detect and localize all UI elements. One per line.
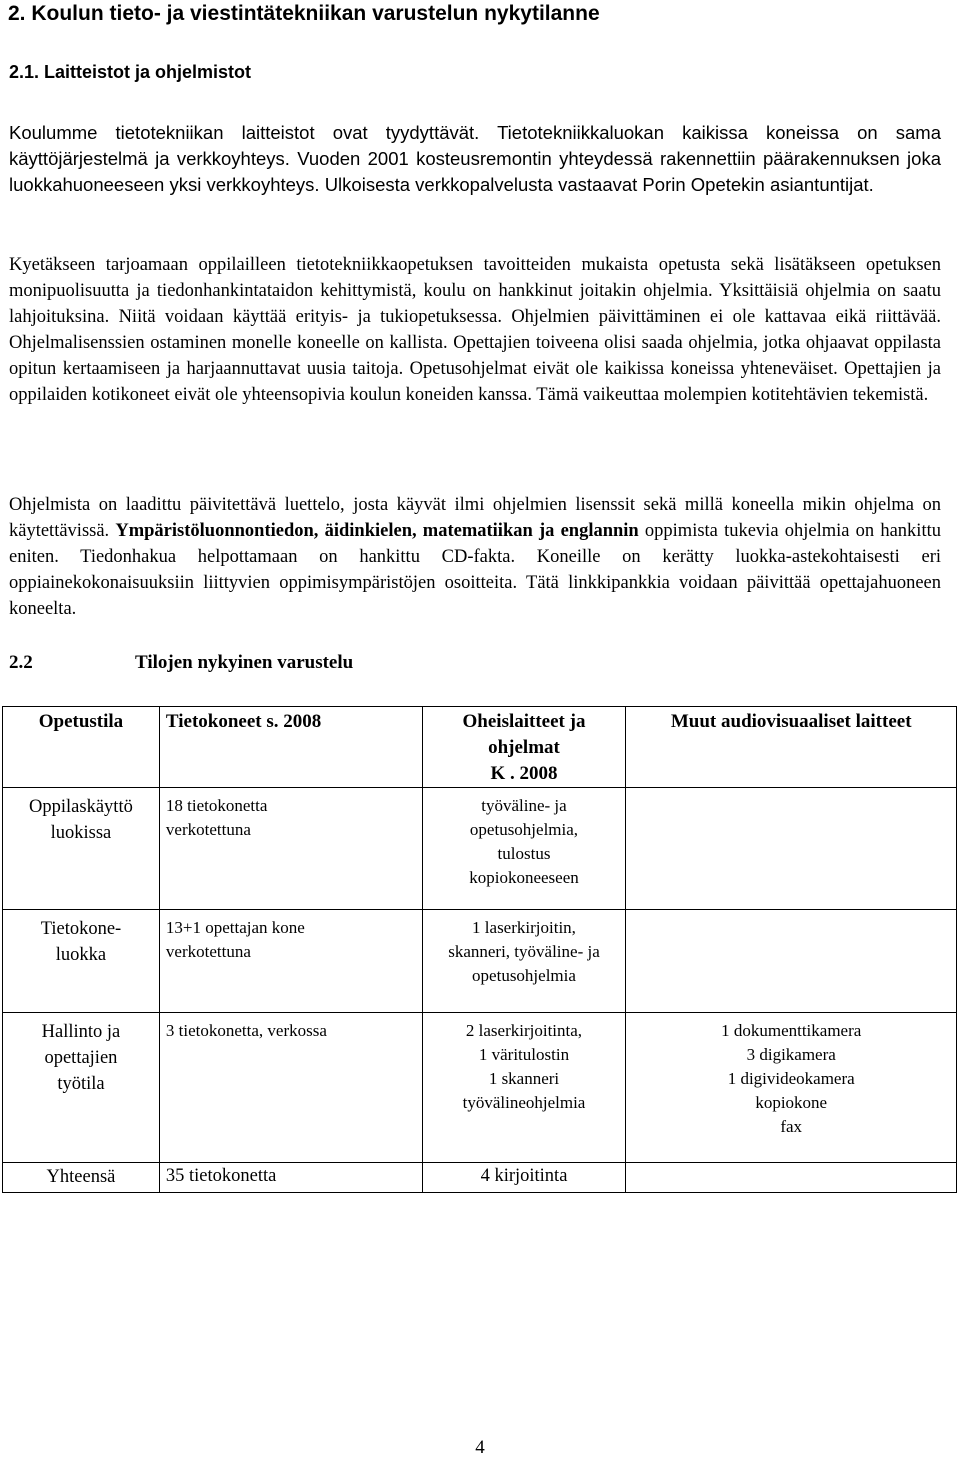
cell-peripherals xyxy=(422,788,626,910)
table-row xyxy=(3,788,957,910)
cell-line: 3 tietokonetta, verkossa xyxy=(165,1021,327,1040)
cell-computers xyxy=(159,788,422,910)
cell-line: työtila xyxy=(57,1074,105,1094)
section-number: 2.2 xyxy=(9,652,33,673)
cell-line: 35 tietokonetta xyxy=(165,1166,277,1186)
cell-line: 2 laserkirjoitinta, xyxy=(465,1021,583,1040)
equipment-table xyxy=(2,706,957,1193)
header-line: ohjelmat xyxy=(488,737,560,758)
cell-line: 1 skanneri xyxy=(488,1069,560,1088)
paragraph-text: Ohjelmista on laadittu päivitettävä luettelo, josta käyvät ilmi ohjelmien lisenssit sekä millä koneella mikin ohjelma on käytettävissä. xyxy=(9,495,941,541)
header-opetustila: Opetustila xyxy=(3,707,160,788)
cell-peripherals xyxy=(422,910,626,1013)
cell-line: Oppilaskäyttö xyxy=(29,797,133,817)
cell-line: 1 väritulostin xyxy=(478,1045,570,1064)
cell-line: työväline- ja xyxy=(481,796,567,815)
cell-line: 1 dokumenttikamera xyxy=(721,1021,862,1040)
cell-av xyxy=(626,788,957,910)
cell-line: 1 laserkirjoitin, xyxy=(472,918,576,937)
cell-av xyxy=(626,1013,957,1163)
cell-computers xyxy=(159,1163,422,1193)
cell-line: luokissa xyxy=(50,823,112,843)
cell-line: skanneri, työväline- ja xyxy=(448,942,600,961)
cell-peripherals xyxy=(422,1163,626,1193)
header-line: Oheislaitteet ja xyxy=(462,711,586,732)
page-number: 4 xyxy=(475,1437,485,1458)
cell-line: kopiokoneeseen xyxy=(469,868,579,887)
cell-line: kopiokone xyxy=(755,1093,828,1112)
cell-line: Tietokone- xyxy=(40,919,122,939)
cell-line: opetusohjelmia, xyxy=(469,820,579,839)
cell-line: 13+1 opettajan kone xyxy=(165,918,305,937)
cell-av xyxy=(626,910,957,1013)
cell-peripherals xyxy=(422,1013,626,1163)
paragraph-program-list xyxy=(9,492,941,622)
cell-line: 18 tietokonetta xyxy=(165,796,268,815)
header-oheislaitteet xyxy=(422,707,626,788)
paragraph-software: Kyetäkseen tarjoamaan oppilailleen tietotekniikkaopetuksen tavoitteiden mukaista opetusta sekä lisätäkseen opetuksen monipuolisuutta ja tiedonhankintataidon kehittymistä, koulu on hankkinut joitakin ohjelmia. Yksittäisiä ohjelmia on saatu lahjoituksina. Niitä voidaan käyttää erityis- ja tukiopetuksessa. Ohjelmien päivittäminen ei ole kattavaa eikä riittävää. Ohjelmalisenssien ostaminen monelle koneelle on kallista. Opettajien toiveena olisi saada ohjelmia, jotka ohjaavat oppilasta opitun kertaamiseen ja harjaannuttavat uusia taitoja. Opetusohjelmat eivät ole kaikissa koneissa yhteneväiset. Opettajien ja oppilaiden kotikoneet eivät ole yhteensopivia koulun koneiden kanssa. Tämä vaikeuttaa molempien kotitehtävien tekemistä. xyxy=(9,255,941,405)
cell-line: verkotettuna xyxy=(165,820,251,839)
paragraph-bold-subjects: Ympäristöluonnontiedon, äidinkielen, matematiikan ja englannin xyxy=(115,521,639,541)
header-tietokoneet: Tietokoneet s. 2008 xyxy=(159,707,422,788)
table-header-row xyxy=(3,707,957,788)
cell-space xyxy=(3,1013,160,1163)
page-heading: 2. Koulun tieto- ja viestintätekniikan varustelun nykytilanne xyxy=(8,2,600,25)
table-row-total xyxy=(3,1163,957,1193)
cell-space xyxy=(3,910,160,1013)
cell-line: luokka xyxy=(55,945,107,965)
cell-computers xyxy=(159,910,422,1013)
section-heading-2-2 xyxy=(9,652,353,674)
cell-line: 1 digivideokamera xyxy=(727,1069,855,1088)
header-muut-laitteet: Muut audiovisuaaliset laitteet xyxy=(626,707,957,788)
cell-line: opettajien xyxy=(44,1048,118,1068)
cell-space xyxy=(3,788,160,910)
cell-line: 4 kirjoitinta xyxy=(480,1166,568,1186)
cell-space xyxy=(3,1163,160,1193)
cell-computers xyxy=(159,1013,422,1163)
paragraph-text: oppimista tukevia ohjelmia on hankittu eniten. Tiedonhakua helpottamaan on hankittu CD-fakta. Koneille on kerätty luokka-astekohtaisesti eri oppiainekokonaisuuksiin liittyvien oppimisympäristöjen osoitteita. Tätä linkkipankkia voidaan päivittää opettajahuoneen koneelta. xyxy=(9,521,941,619)
cell-av xyxy=(626,1163,957,1193)
cell-line: fax xyxy=(780,1117,803,1136)
cell-line: Hallinto ja xyxy=(41,1022,121,1042)
cell-line: Yhteensä xyxy=(46,1167,116,1187)
section-title: Tilojen nykyinen varustelu xyxy=(135,652,354,673)
header-line: K . 2008 xyxy=(490,763,558,784)
cell-line: työvälineohjelmia xyxy=(462,1093,586,1112)
table-row xyxy=(3,910,957,1013)
section-heading-2-1: 2.1. Laitteistot ja ohjelmistot xyxy=(9,62,252,82)
table-row xyxy=(3,1013,957,1163)
cell-line: opetusohjelmia xyxy=(472,966,576,985)
cell-line: tulostus xyxy=(497,844,551,863)
paragraph-hardware: Koulumme tietotekniikan laitteistot ovat tyydyttävät. Tietotekniikkaluokan kaikissa koneissa on sama käyttöjärjestelmä ja verkkoyhteys. Vuoden 2001 kosteusremontin yhteydessä rakennettiin päärakennuksen joka luokkahuoneeseen yksi verkkoyhteys. Ulkoisesta verkkopalvelusta vastaavat Porin Opetekin asiantuntijat. xyxy=(9,122,941,195)
cell-line: 3 digikamera xyxy=(746,1045,836,1064)
cell-line: verkotettuna xyxy=(165,942,251,961)
